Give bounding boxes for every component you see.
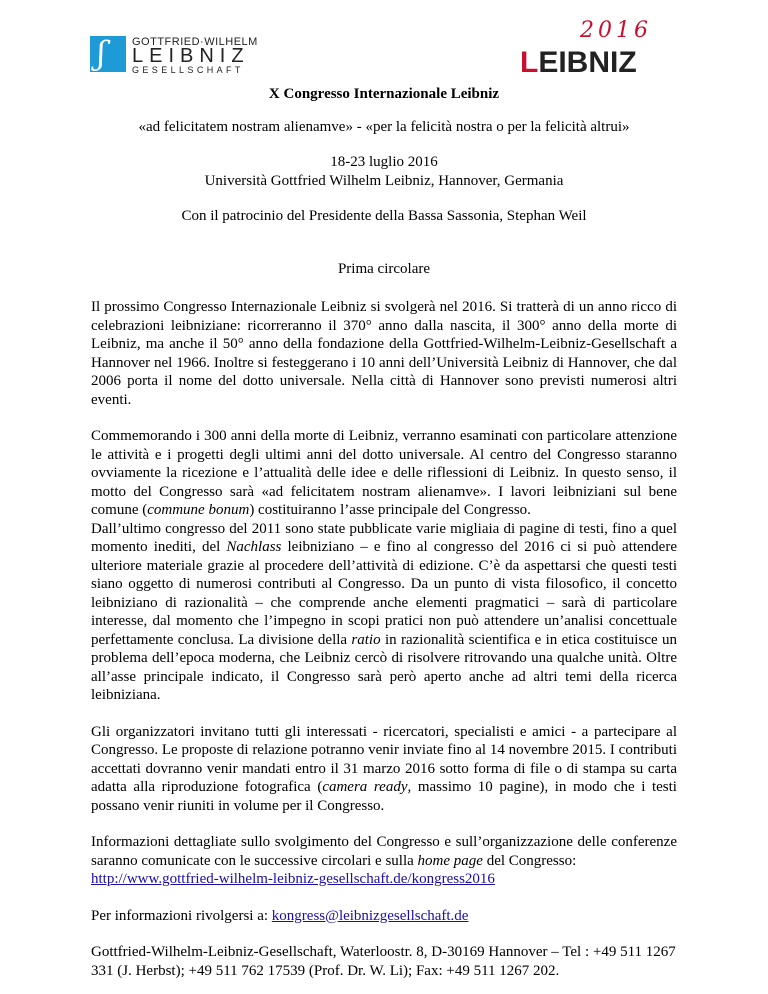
paragraph-nachlass: Dall’ultimo congresso del 2011 sono state pubblicate varie migliaia di pagine di testi, fino a quel momento inediti, del Nachlass leibniziano – e fino al congresso del 2016 ci si può attendere ulteriore materiale grazie al procedere dell’attività di edizione. C’è da aspettarsi che questi testi siano oggetto di numerosi contributi al Congresso. Da un punto di vista filosofico, il concetto leibniziano di razionalità – che comprende anche elementi pragmatici – sarà di particolare interesse, dal momento che l’impegno in scopi pratici non può attendere un’analisi concettuale perfettamente conclusa. La divisione della ratio in razionalità scientifica e in etica costituisce un problema dell’epoca moderna, che Leibniz cercò di risolvere ritrovando una qualche unità. Oltre all’asse principale indicato, il Congresso sarà però aperto anche ad altri temi della ricerca leibniziana. <box>91 520 677 703</box>
congress-website-link[interactable]: http://www.gottfried-wilhelm-leibniz-gesellschaft.de/kongress2016 <box>91 871 495 887</box>
congress-motto: «ad felicitatem nostram alienamve» - «per la felicità nostra o per la felicità altrui» <box>138 118 630 135</box>
paragraph-address: Gottfried-Wilhelm-Leibniz-Gesellschaft, Waterloostr. 8, D-30169 Hannover – Tel : +49 511 1267 331 (J. Herbst); +49 511 762 17539 (Prof. Dr. W. Li); Fax: +49 511 1267 202. <box>91 944 676 979</box>
logo-name: LEIBNIZ <box>520 46 637 79</box>
logo-line-1: GOTTFRIED·WILHELM <box>132 36 258 48</box>
contact-email-link[interactable]: kongress@leibnizgesellschaft.de <box>271 907 469 924</box>
congress-dates: 18-23 luglio 2016 <box>330 154 438 170</box>
logo-line-3: GESELLSCHAFT <box>132 65 244 75</box>
logo-year: 2016 <box>580 18 652 43</box>
paragraph-commemoration: Commemorando i 300 anni della morte di Leibniz, verranno esaminati con particolare attenzione le attività e i progetti degli ultimi anni del dotto universale. Al centro del Congresso staranno ovviamente la ricezione e l’attualità delle idee e delle riflessioni di Leibniz. In questo senso, il motto del Congresso sarà «ad felicitatem nostram alienamve». I lavori leibniziani sul bene comune (commune bonum) costituiranno l’asse principale del Congresso. <box>91 428 677 518</box>
paragraph-information: Informazioni dettagliate sullo svolgimento del Congresso e sull’organizzazione delle conferenze saranno comunicate con le successive circolari e sulla home page del Congresso: http://www.gottfried-wilhelm-leibniz-gesellschaft.de/kongress2016 <box>91 834 677 887</box>
leibniz-gesellschaft-logo <box>90 36 260 76</box>
congress-title: X Congresso Internazionale Leibniz <box>268 86 500 102</box>
paragraph-call-for-papers: Gli organizzatori invitano tutti gli interessati - ricercatori, specialisti e amici - a partecipare al Congresso. Le proposte di relazione potranno venir inviate fino al 14 novembre 2015. I contributi accettati dovranno venir mandati entro il 31 marzo 2016 sotto forma di file o di stampa su carta adatta alla riproduzione fotografica (camera ready, massimo 10 pagine), in modo che i testi possano venir riuniti in volume per il Congresso. <box>91 723 677 814</box>
logo-mark-icon: ʃ <box>90 36 126 72</box>
logo-line-2: LEIBNIZ <box>132 45 250 67</box>
document-body <box>91 83 677 980</box>
congress-venue: Università Gottfried Wilhelm Leibniz, Hannover, Germania <box>204 172 564 189</box>
circular-label: Prima circolare <box>337 260 431 277</box>
paragraph-contact: Per informazioni rivolgersi a: kongress@leibnizgesellschaft.de <box>91 907 469 924</box>
paragraph-intro: Il prossimo Congresso Internazionale Leibniz si svolgerà nel 2016. Si tratterà di un anno ricco di celebrazioni leibniziane: ricorreranno il 370° anno dalla nascita, il 300° anno della morte di Leibniz, ma anche il 50° anno della fondazione della Gottfried-Wilhelm-Leibniz-Gesellschaft a Hannover nel 1966. Inoltre si festeggerano i 10 anni dell’Università Leibniz di Hannover, che dal 2006 porta il nome del dotto universale. Nella città di Hannover sono previsti numerosi altri eventi. <box>91 299 677 408</box>
leibniz-2016-logo <box>520 18 680 78</box>
congress-patronage: Con il patrocinio del Presidente della Bassa Sassonia, Stephan Weil <box>181 208 587 224</box>
